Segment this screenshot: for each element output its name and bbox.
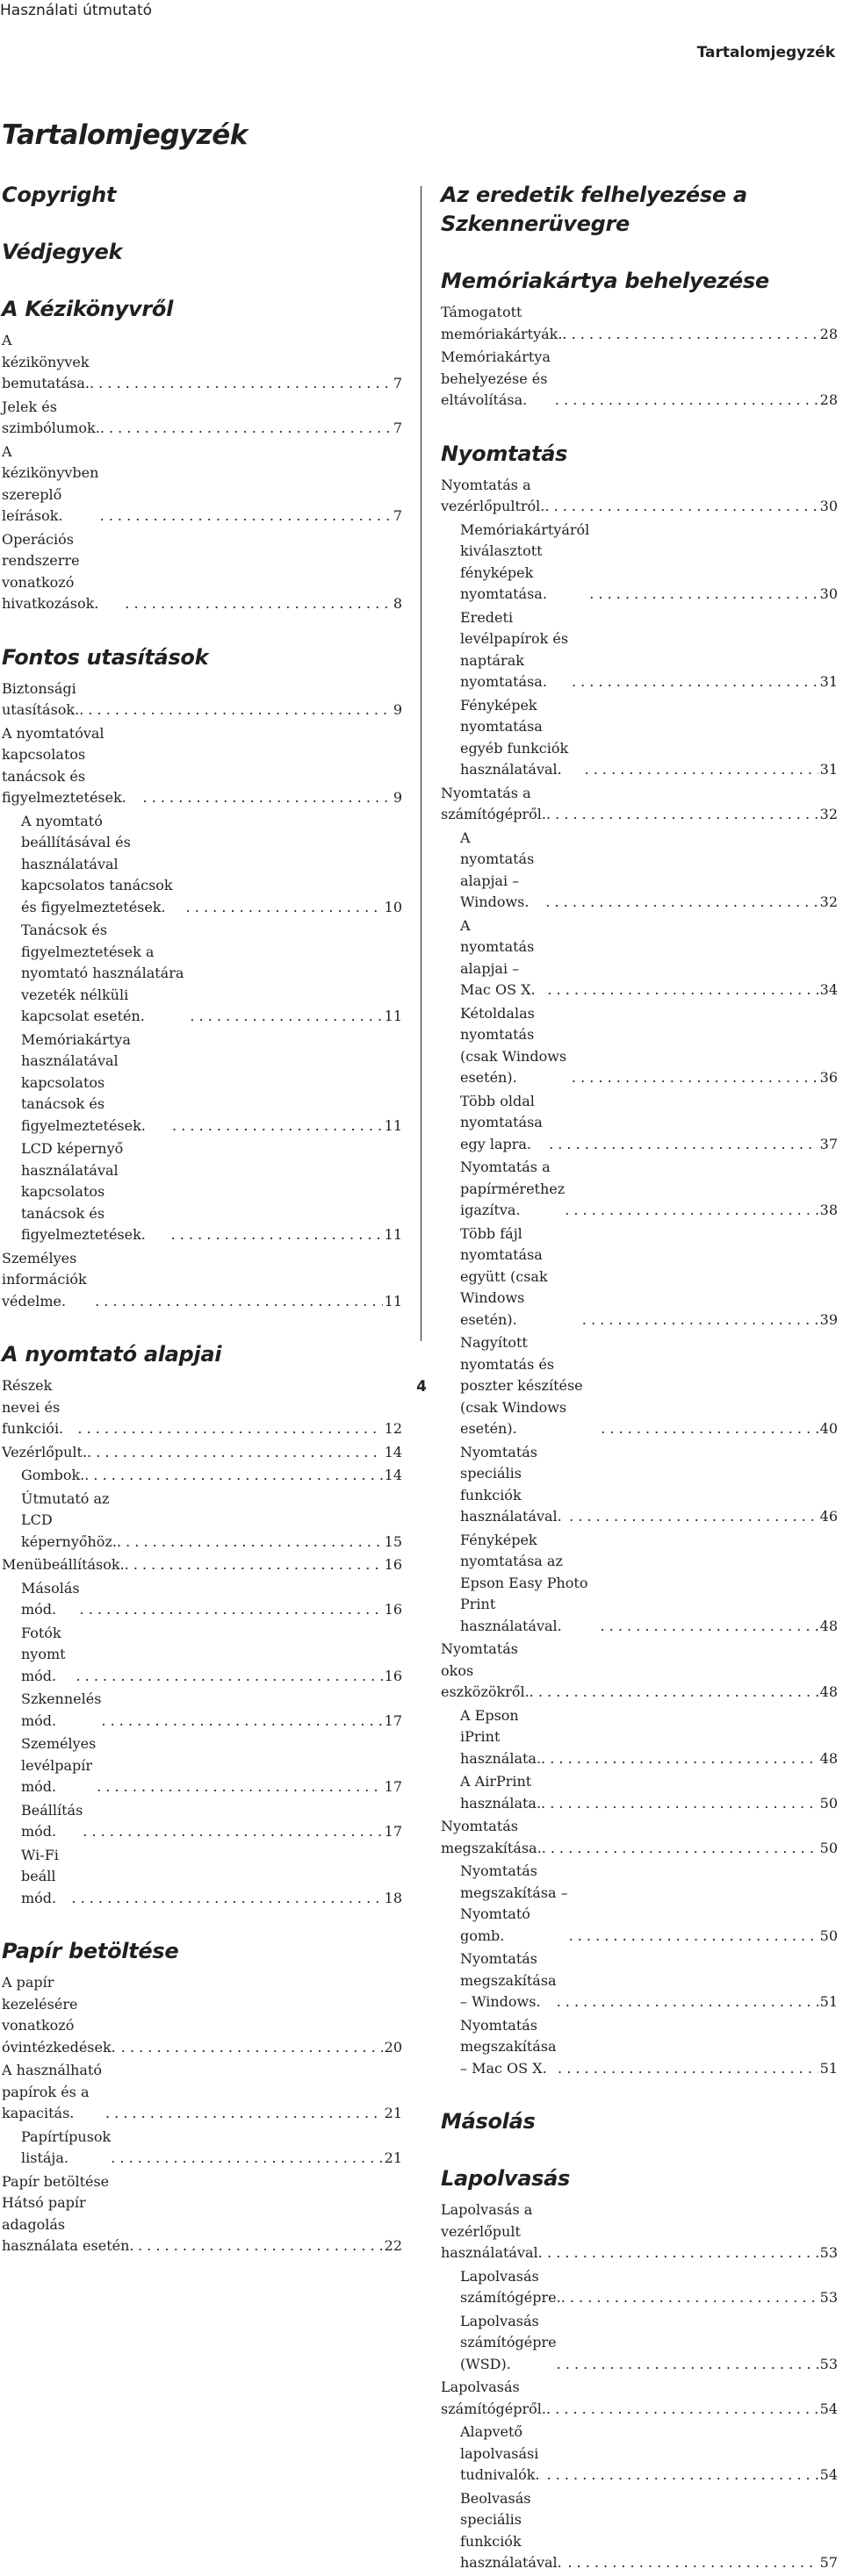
dot-leader <box>83 1821 382 1843</box>
toc-entry-page: 53 <box>819 2289 838 2306</box>
toc-entry-page: 16 <box>384 1667 402 1684</box>
dot-leader <box>138 2235 383 2257</box>
toc-entry-page: 11 <box>384 1008 402 1024</box>
toc-entry-page: 37 <box>819 1135 838 1152</box>
toc-entry-page: 16 <box>384 1601 402 1618</box>
toc-entry[interactable] <box>441 915 838 1001</box>
toc-section <box>441 181 838 239</box>
toc-entry-page: 34 <box>819 981 838 998</box>
toc-entry[interactable] <box>441 1948 838 2013</box>
toc-entry[interactable] <box>2 2171 402 2257</box>
toc-entry-label: Nyomtatás megszakítása. <box>441 1818 542 1856</box>
toc-entry-page: 32 <box>819 893 838 910</box>
toc-entry[interactable] <box>441 1639 838 1704</box>
dot-leader <box>541 1748 818 1770</box>
toc-entry-label: Nyomtatás a vezérlőpultról. <box>441 476 545 514</box>
dot-leader <box>172 1116 383 1137</box>
dot-leader <box>76 1666 382 1688</box>
dot-leader <box>589 584 818 606</box>
dot-leader <box>557 2354 818 2376</box>
dot-leader <box>171 1224 383 1246</box>
dot-leader <box>585 759 818 781</box>
dot-leader <box>143 787 392 809</box>
dot-leader <box>111 2148 382 2170</box>
running-section-title: Tartalomjegyzék <box>696 44 835 61</box>
toc-entry-label: Részek nevei és funkciói. <box>2 1377 64 1437</box>
toc-entry-page: 14 <box>384 1467 402 1483</box>
toc-entry-label: A nyomtató beállításával és használatával kapcsolatos tanácsok és figyelmeztetések. <box>21 812 173 915</box>
toc-entry[interactable] <box>441 1157 838 1222</box>
toc-entry-label: Lapolvasás számítógépre (WSD). <box>460 2312 557 2372</box>
toc-entry-page: 20 <box>384 2038 402 2056</box>
dot-leader <box>71 1888 382 1910</box>
toc-entry-label: Több fájl nyomtatása együtt (csak Windows esetén). <box>460 1224 548 1328</box>
toc-entry[interactable] <box>2 1030 402 1137</box>
dot-leader <box>80 1599 383 1621</box>
toc-section <box>441 267 838 412</box>
dot-leader <box>562 324 818 346</box>
dot-leader <box>569 1926 818 1948</box>
toc-entry-label: Beállítás mód. <box>21 1801 83 1840</box>
toc-entry-page: 53 <box>819 2244 838 2261</box>
toc-entry-label: Tanácsok és figyelmeztetések a nyomtató használatára vezeték nélküli kapcsolat esetén. <box>21 922 184 1024</box>
toc-entry-label: Nyomtatás speciális funkciók használatával. <box>460 1443 562 1525</box>
dot-leader <box>90 373 392 395</box>
toc-entry[interactable] <box>441 828 838 914</box>
toc-entry[interactable] <box>2 1489 402 1553</box>
toc-entry[interactable] <box>441 1861 838 1947</box>
toc-entry-page: 48 <box>819 1749 838 1767</box>
toc-entry-label: Nyomtatás a számítógépről. <box>441 784 546 822</box>
toc-entry-label: Eredeti levélpapírok és naptárak nyomtatása. <box>460 608 569 690</box>
toc-entry[interactable] <box>441 1091 838 1156</box>
dot-leader <box>558 2058 818 2080</box>
dot-leader <box>545 892 818 914</box>
toc-entry-label: Memóriakártya használatával kapcsolatos tanácsok és figyelmeztetések. <box>21 1030 146 1134</box>
toc-entry-label: A kézikönyvben szereplő leírások. <box>2 442 99 524</box>
toc-entry-page: 16 <box>384 1556 402 1573</box>
toc-entry[interactable] <box>2 1689 402 1732</box>
toc-entry-page: 9 <box>393 789 402 806</box>
toc-entry-label: Memóriakártya behelyezése és eltávolítása. <box>441 348 551 408</box>
dot-leader <box>100 506 392 527</box>
dot-leader <box>547 2242 818 2264</box>
section-heading[interactable]: Memóriakártya behelyezése <box>441 269 769 293</box>
toc-entry-page: 7 <box>393 420 402 436</box>
toc-entry[interactable] <box>2 441 402 527</box>
page-number: 4 <box>416 1378 427 1396</box>
dot-leader <box>542 1838 818 1860</box>
toc-entry-label: Nyomtatás megszakítása – Nyomtató gomb. <box>460 1862 568 1944</box>
toc-entry-label: Gombok. <box>21 1467 85 1483</box>
toc-entry-label: Beolvasás speciális funkciók használatával. <box>460 2489 562 2571</box>
dot-leader <box>95 1291 383 1313</box>
toc-entry-page: 31 <box>819 761 838 778</box>
toc-section <box>441 2107 838 2136</box>
toc-entry[interactable] <box>441 2377 838 2420</box>
toc-left-column <box>2 181 402 2259</box>
toc-entry-label: Operációs rendszerre vonatkozó hivatkozások. <box>2 530 99 612</box>
toc-entry[interactable] <box>2 1972 402 2058</box>
toc-entry-page: 30 <box>819 498 838 514</box>
toc-entry-label: A AirPrint használata. <box>460 1773 542 1812</box>
toc-entry-page: 40 <box>819 1420 838 1437</box>
toc-entry-page: 46 <box>819 1508 838 1525</box>
toc-entry-label: Biztonsági utasítások. <box>2 679 80 718</box>
toc-entry-page: 11 <box>384 1116 402 1134</box>
dot-leader <box>601 1616 818 1638</box>
toc-entry[interactable] <box>441 475 838 518</box>
dot-leader <box>125 593 392 615</box>
toc-entry[interactable] <box>2 2127 402 2170</box>
toc-entry[interactable] <box>2 397 402 440</box>
toc-entry-label: Szkennelés mód. <box>21 1690 102 1729</box>
toc-entry-page: 17 <box>384 1711 402 1729</box>
toc-entry[interactable] <box>441 347 838 412</box>
toc-entry[interactable] <box>441 1771 838 1814</box>
dot-leader <box>572 1067 818 1089</box>
toc-entry-label: LCD képernyő használatával kapcsolatos tanácsok és figyelmeztetések. <box>21 1140 146 1243</box>
toc-entry-label: A kézikönyvek bemutatása. <box>2 332 90 391</box>
section-heading[interactable]: Fontos utasítások <box>2 644 209 670</box>
dot-leader <box>190 1006 382 1028</box>
toc-entry[interactable] <box>441 2311 838 2376</box>
toc-entry[interactable] <box>441 1530 838 1638</box>
dot-leader <box>105 2103 383 2125</box>
toc-entry-page: 53 <box>819 2355 838 2372</box>
dot-leader <box>544 496 818 518</box>
toc-entry-page: 50 <box>819 1927 838 1944</box>
toc-entry-label: Lapolvasás a vezérlőpult használatával. <box>441 2201 543 2261</box>
toc-entry[interactable] <box>441 1816 838 1859</box>
toc-entry-label: Több oldal nyomtatása egy lapra. <box>460 1092 543 1152</box>
toc-entry-page: 11 <box>384 1226 402 1243</box>
dot-leader <box>546 2399 818 2421</box>
toc-entry-label: A használható papírok és a kapacitás. <box>2 2062 102 2121</box>
toc-section <box>2 1340 402 1909</box>
dot-leader <box>530 1682 818 1704</box>
toc-entry-page: 39 <box>819 1310 838 1328</box>
dot-leader <box>565 1200 818 1222</box>
dot-leader <box>125 1554 383 1576</box>
dot-leader <box>77 1418 382 1440</box>
dot-leader <box>601 1418 818 1440</box>
toc-entry[interactable] <box>441 1705 838 1770</box>
section-heading[interactable]: Védjegyek <box>2 240 123 264</box>
document-title: Használati útmutató <box>0 2 153 19</box>
section-heading[interactable]: Nyomtatás <box>441 441 568 466</box>
dot-leader <box>561 2287 818 2309</box>
toc-entry[interactable] <box>2 1578 402 1621</box>
toc-entry[interactable] <box>2 920 402 1028</box>
toc-entry-page: 21 <box>384 2105 402 2121</box>
toc-entry[interactable] <box>2 2060 402 2125</box>
dot-leader <box>569 1506 818 1528</box>
toc-entry-label: A nyomtatóval kapcsolatos tanácsok és figyelmeztetések. <box>2 724 126 806</box>
toc-entry-page: 51 <box>819 1993 838 2010</box>
toc-entry-page: 54 <box>819 2466 838 2483</box>
toc-entry-label: Lapolvasás számítógépre. <box>460 2267 561 2306</box>
dot-leader <box>84 1465 382 1487</box>
toc-entry-page: 17 <box>384 1823 402 1840</box>
toc-entry-page: 11 <box>384 1292 402 1310</box>
toc-entry[interactable] <box>2 1800 402 1843</box>
toc-entry-page: 18 <box>384 1889 402 1906</box>
toc-entry-page: 48 <box>819 1683 838 1700</box>
toc-entry-page: 14 <box>384 1443 402 1460</box>
toc-section <box>2 238 402 267</box>
toc-entry-page: 54 <box>819 2400 838 2417</box>
dot-leader <box>101 1711 382 1733</box>
toc-entry-page: 48 <box>819 1617 838 1634</box>
toc-entry-label: Vezérlőpult. <box>2 1443 88 1460</box>
section-heading[interactable]: Papír betöltése <box>2 1939 179 1963</box>
toc-entry-label: A nyomtatás alapjai – Windows. <box>460 829 535 910</box>
toc-entry[interactable] <box>441 520 838 606</box>
toc-entry[interactable] <box>441 2488 838 2574</box>
toc-entry-label: Alapvető lapolvasási tudnivalók. <box>460 2423 540 2483</box>
dot-leader <box>97 1776 383 1798</box>
toc-entry-label: Kétoldalas nyomtatás (csak Windows esetén). <box>460 1004 567 1086</box>
toc-entry[interactable] <box>441 1223 838 1331</box>
toc-entry-label: Papírtípusok listája. <box>21 2128 112 2166</box>
dot-leader <box>186 897 383 919</box>
toc-entry[interactable] <box>441 302 838 345</box>
toc-entry-page: 57 <box>819 2554 838 2571</box>
dot-leader <box>121 2037 383 2059</box>
section-heading[interactable]: Az eredetik felhelyezése a Szkennerüvegre <box>441 183 747 236</box>
toc-entry[interactable] <box>2 678 402 721</box>
toc-entry[interactable] <box>2 1138 402 1246</box>
toc-entry-page: 50 <box>819 1794 838 1812</box>
toc-entry-label: Fotók nyomt mód. <box>21 1624 66 1684</box>
toc-entry[interactable] <box>2 529 402 615</box>
toc-entry-label: Nyomtatás okos eszközökről. <box>441 1640 530 1700</box>
toc-entry[interactable] <box>441 2266 838 2309</box>
toc-entry-page: 50 <box>819 1839 838 1856</box>
toc-entry-page: 38 <box>819 1202 838 1218</box>
toc-entry-label: Fényképek nyomtatása az Epson Easy Photo Print használatával. <box>460 1531 588 1634</box>
dot-leader <box>100 418 392 440</box>
toc-entry-label: Nyomtatás megszakítása – Windows. <box>460 1950 557 2010</box>
toc-entry[interactable] <box>2 1248 402 1313</box>
section-heading[interactable]: A nyomtató alapjai <box>2 1342 222 1367</box>
toc-entry-page: 22 <box>384 2237 402 2254</box>
toc-entry[interactable] <box>2 723 402 809</box>
toc-entry-label: Menübeállítások. <box>2 1556 125 1573</box>
dot-leader <box>567 2552 818 2574</box>
toc-entry[interactable] <box>441 783 838 826</box>
toc-entry-label: Nyomtatás a papírmérethez igazítva. <box>460 1159 566 1218</box>
toc-section <box>441 440 838 2080</box>
toc-section <box>2 295 402 615</box>
toc-entry-page: 8 <box>393 595 402 612</box>
toc-entry-label: Lapolvasás számítógépről. <box>441 2379 546 2417</box>
toc-entry[interactable] <box>441 607 838 693</box>
toc-entry[interactable] <box>2 1554 402 1576</box>
column-divider <box>421 186 422 1341</box>
dot-leader <box>87 1442 383 1464</box>
dot-leader <box>555 390 818 412</box>
toc-entry-page: 7 <box>393 507 402 524</box>
dot-leader <box>547 979 818 1001</box>
toc-entry[interactable] <box>2 811 402 919</box>
toc-entry-label: Személyes levélpapír mód. <box>21 1735 97 1795</box>
toc-entry-page: 10 <box>384 898 402 915</box>
toc-entry-page: 9 <box>393 701 402 718</box>
dot-leader <box>546 804 818 826</box>
section-heading[interactable]: A Kézikönyvről <box>2 297 174 321</box>
toc-entry-page: 36 <box>819 1069 838 1086</box>
toc-section <box>2 643 402 1313</box>
toc-entry-label: Papír betöltése Hátsó papír adagolás használata esetén. <box>2 2172 134 2254</box>
toc-entry[interactable] <box>441 1442 838 1528</box>
toc-entry-page: 32 <box>819 806 838 822</box>
toc-entry[interactable] <box>2 1442 402 1464</box>
toc-entry-label: Jelek és szimbólumok. <box>2 398 100 436</box>
dot-leader <box>572 671 818 693</box>
dot-leader <box>541 1793 818 1815</box>
toc-entry-page: 7 <box>393 375 402 391</box>
toc-entry-page: 21 <box>384 2149 402 2166</box>
dot-leader <box>582 1310 818 1331</box>
toc-entry-page: 51 <box>819 2059 838 2077</box>
section-heading[interactable]: Lapolvasás <box>441 2166 570 2191</box>
toc-entry-page: 12 <box>384 1420 402 1437</box>
page-title: Tartalomjegyzék <box>2 119 248 151</box>
toc-entry[interactable] <box>2 1623 402 1688</box>
dot-leader <box>79 700 392 721</box>
toc-entry[interactable] <box>2 1845 402 1910</box>
toc-entry-label: Nyomtatás megszakítása – Mac OS X. <box>460 2016 557 2077</box>
toc-entry-label: Támogatott memóriakártyák. <box>441 304 563 342</box>
section-heading[interactable]: Másolás <box>441 2109 536 2134</box>
toc-entry-label: Wi-Fi beáll mód. <box>21 1846 59 1906</box>
toc-entry[interactable] <box>441 2015 838 2080</box>
toc-entry-label: Memóriakártyáról kiválasztott fényképek nyomtatása. <box>460 520 590 602</box>
toc-entry-page: 28 <box>819 325 838 342</box>
toc-entry[interactable] <box>441 2199 838 2264</box>
toc-entry-page: 17 <box>384 1778 402 1795</box>
toc-entry-label: Útmutató az LCD képernyőhöz. <box>21 1489 117 1550</box>
section-heading[interactable]: Copyright <box>2 183 117 207</box>
toc-section <box>441 2164 838 2574</box>
toc-entry-page: 28 <box>819 391 838 408</box>
toc-entry[interactable] <box>441 2422 838 2486</box>
toc-entry-label: Nagyított nyomtatás és poszter készítése (csak Windows esetén). <box>460 1334 583 1437</box>
toc-entry-label: A papír kezelésére vonatkozó óvintézkedések. <box>2 1974 116 2056</box>
toc-entry-label: A Epson iPrint használata. <box>460 1706 542 1767</box>
toc-entry-label: Személyes információk védelme. <box>2 1249 87 1310</box>
toc-entry-label: A nyomtatás alapjai – Mac OS X. <box>460 916 536 998</box>
dot-leader <box>117 1532 383 1553</box>
toc-entry[interactable] <box>2 1465 402 1487</box>
toc-entry[interactable] <box>2 330 402 395</box>
toc-entry-page: 15 <box>384 1532 402 1550</box>
toc-entry[interactable] <box>441 1003 838 1089</box>
toc-entry-page: 31 <box>819 673 838 690</box>
dot-leader <box>547 2465 818 2486</box>
toc-section <box>2 181 402 210</box>
dot-leader <box>549 1134 818 1156</box>
toc-entry[interactable] <box>441 695 838 781</box>
toc-entry[interactable] <box>2 1733 402 1798</box>
toc-section <box>2 1937 402 2257</box>
toc-entry-label: Fényképek nyomtatása egyéb funkciók használatával. <box>460 696 569 778</box>
toc-entry-page: 30 <box>819 585 838 602</box>
toc-entry-label: Másolás mód. <box>21 1579 80 1618</box>
dot-leader <box>557 1991 818 2013</box>
